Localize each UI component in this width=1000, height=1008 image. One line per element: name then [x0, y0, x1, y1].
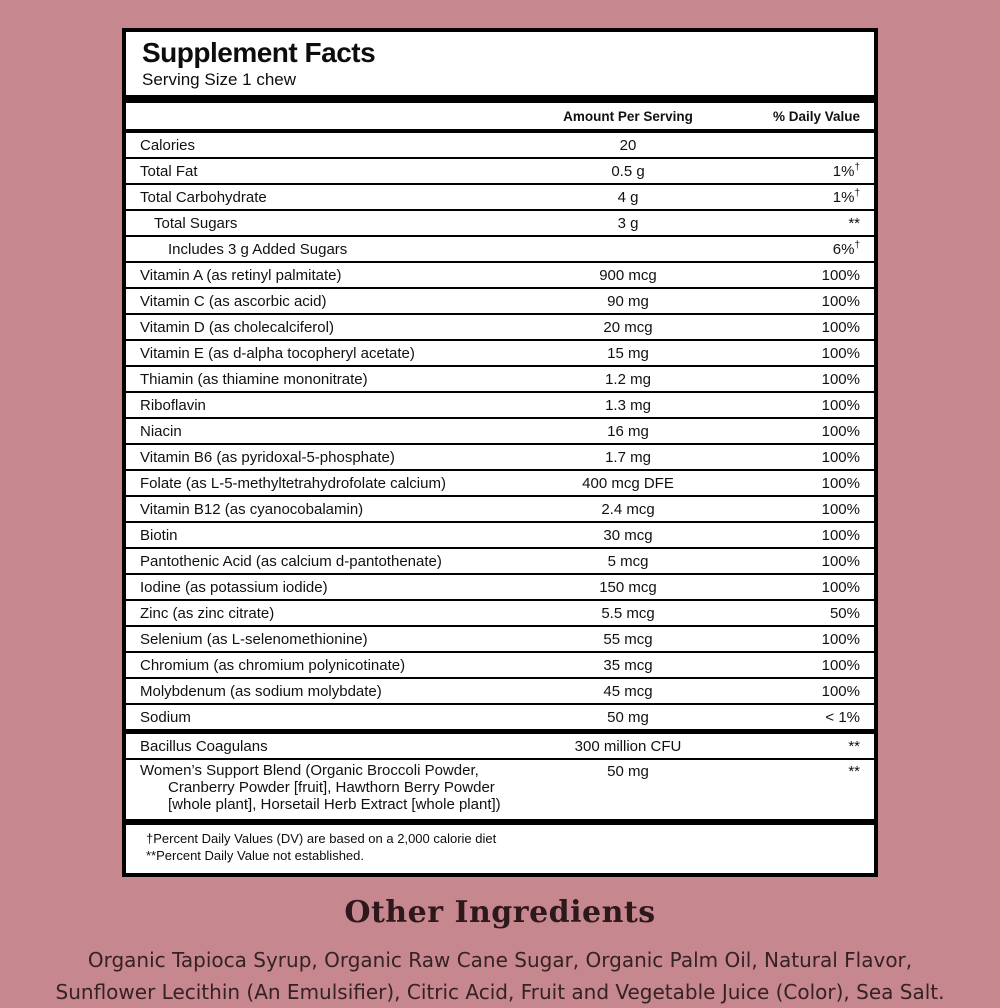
nutrient-name: Riboflavin	[140, 396, 206, 414]
nutrient-amount: 1.2 mg	[605, 370, 651, 388]
nutrient-amount: 5 mcg	[607, 552, 649, 570]
dv-value: **	[848, 737, 860, 755]
nutrient-name: Calories	[140, 136, 196, 154]
nutrient-daily-value	[728, 397, 874, 414]
nutrient-name: Bacillus Coagulans	[140, 737, 268, 755]
nutrient-name: Women’s Support Blend (Organic Broccoli Powder, Cranberry Powder [fruit], Hawthorn Berry Powder [whole plant], Horsetail Herb Extract [whole plant])	[140, 762, 501, 813]
nutrient-daily-value	[728, 319, 874, 336]
dv-value: 100%	[821, 578, 860, 596]
footnote-not-established: **Percent Daily Value not established.	[146, 847, 364, 863]
dv-value: 1%	[832, 162, 855, 180]
nutrient-amount: 90 mg	[607, 292, 649, 310]
other-ingredients-text: Organic Tapioca Syrup, Organic Raw Cane Sugar, Organic Palm Oil, Natural Flavor, Sunflower Lecithin (An Emulsifier), Citric Acid, Fruit and Vegetable Juice (Color), Sea Salt.	[55, 947, 945, 1004]
row-total-fat	[126, 157, 874, 183]
row-vitamin-c	[126, 287, 874, 313]
nutrient-name: Total Carbohydrate	[140, 188, 267, 206]
nutrient-name: Biotin	[140, 526, 178, 544]
nutrient-daily-value	[728, 345, 874, 362]
nutrient-amount: 4 g	[617, 188, 639, 206]
nutrient-daily-value	[728, 215, 874, 232]
row-vitamin-b12	[126, 495, 874, 521]
dv-value: 100%	[821, 266, 860, 284]
dv-value: 100%	[821, 448, 860, 466]
dv-value: 100%	[821, 474, 860, 492]
nutrient-daily-value	[728, 475, 874, 492]
dv-value: 100%	[821, 344, 860, 362]
row-niacin	[126, 417, 874, 443]
nutrient-name: Vitamin E (as d-alpha tocopheryl acetate)	[140, 344, 415, 362]
column-header-row	[126, 103, 874, 129]
row-iodine	[126, 573, 874, 599]
row-folate	[126, 469, 874, 495]
row-added-sugars	[126, 235, 874, 261]
dv-value: 50%	[829, 604, 860, 622]
dv-value: **	[848, 214, 860, 232]
other-ingredients-section	[35, 895, 965, 1008]
dv-mark: †	[854, 239, 860, 251]
nutrient-amount: 16 mg	[607, 422, 649, 440]
row-thiamin	[126, 365, 874, 391]
dv-value: 100%	[821, 500, 860, 518]
dv-value: 100%	[821, 552, 860, 570]
nutrient-amount: 1.3 mg	[605, 396, 651, 414]
nutrient-amount: 0.5 g	[611, 162, 645, 180]
nutrient-name: Vitamin B12 (as cyanocobalamin)	[140, 500, 364, 518]
nutrient-name: Molybdenum (as sodium molybdate)	[140, 682, 382, 700]
nutrient-amount: 150 mcg	[599, 578, 657, 596]
serving-size: Serving Size 1 chew	[142, 70, 297, 90]
row-womens-support-blend	[126, 758, 874, 818]
column-header-daily-value: % Daily Value	[772, 108, 860, 124]
dv-value: 100%	[821, 422, 860, 440]
row-molybdenum	[126, 677, 874, 703]
nutrient-amount: 400 mcg DFE	[582, 474, 674, 492]
nutrient-daily-value	[728, 293, 874, 310]
nutrient-daily-value	[728, 709, 874, 726]
nutrient-daily-value	[728, 579, 874, 596]
nutrient-daily-value	[728, 371, 874, 388]
nutrient-name: Vitamin D (as cholecalciferol)	[140, 318, 334, 336]
row-bacillus-coagulans	[126, 729, 874, 758]
panel-header	[126, 32, 874, 95]
row-vitamin-a	[126, 261, 874, 287]
dv-value: 100%	[821, 370, 860, 388]
footnotes	[126, 825, 874, 873]
nutrient-name: Total Sugars	[154, 214, 238, 232]
nutrient-name: Iodine (as potassium iodide)	[140, 578, 328, 596]
row-vitamin-e	[126, 339, 874, 365]
nutrient-amount: 3 g	[617, 214, 639, 232]
nutrient-name: Vitamin C (as ascorbic acid)	[140, 292, 327, 310]
nutrient-daily-value	[728, 631, 874, 648]
row-vitamin-d	[126, 313, 874, 339]
row-riboflavin	[126, 391, 874, 417]
dv-value: 100%	[821, 526, 860, 544]
row-pantothenic-acid	[126, 547, 874, 573]
nutrient-daily-value	[728, 553, 874, 570]
footnote-daily-values: †Percent Daily Values (DV) are based on a 2,000 calorie diet	[146, 830, 497, 846]
dv-value: 100%	[821, 292, 860, 310]
nutrient-name: Pantothenic Acid (as calcium d-pantothenate)	[140, 552, 442, 570]
nutrient-name: Vitamin B6 (as pyridoxal-5-phosphate)	[140, 448, 395, 466]
nutrient-amount: 300 million CFU	[574, 737, 682, 755]
nutrient-daily-value	[728, 241, 874, 258]
nutrient-daily-value	[728, 163, 874, 180]
nutrient-table	[126, 133, 874, 818]
nutrient-daily-value	[728, 449, 874, 466]
column-header-amount: Amount Per Serving	[563, 108, 693, 124]
nutrient-amount: 5.5 mcg	[601, 604, 655, 622]
dv-value: 1%	[832, 188, 855, 206]
row-chromium	[126, 651, 874, 677]
nutrient-name: Includes 3 g Added Sugars	[168, 240, 348, 258]
nutrient-amount: 30 mcg	[603, 526, 653, 544]
nutrient-daily-value	[728, 683, 874, 700]
row-calories	[126, 133, 874, 157]
row-selenium	[126, 625, 874, 651]
nutrient-amount: 50 mg	[607, 708, 649, 726]
nutrient-amount: 15 mg	[607, 344, 649, 362]
nutrient-name: Total Fat	[140, 162, 198, 180]
nutrient-amount: 35 mcg	[603, 656, 653, 674]
nutrient-daily-value	[728, 763, 874, 781]
nutrient-name: Zinc (as zinc citrate)	[140, 604, 275, 622]
nutrient-daily-value	[728, 423, 874, 440]
dv-value: 100%	[821, 656, 860, 674]
dv-value: < 1%	[825, 708, 860, 726]
nutrient-daily-value	[728, 738, 874, 755]
nutrient-name: Vitamin A (as retinyl palmitate)	[140, 266, 342, 284]
nutrient-daily-value	[728, 605, 874, 622]
supplement-facts-panel	[122, 28, 878, 877]
nutrient-amount: 2.4 mcg	[601, 500, 655, 518]
nutrient-name: Selenium (as L-selenomethionine)	[140, 630, 368, 648]
dv-value: 100%	[821, 630, 860, 648]
nutrient-name: Sodium	[140, 708, 191, 726]
nutrient-amount: 20	[619, 136, 637, 154]
other-ingredients-heading: Other Ingredients	[344, 894, 656, 930]
dv-value: 6%	[832, 240, 855, 258]
row-total-sugars	[126, 209, 874, 235]
row-zinc	[126, 599, 874, 625]
nutrient-name: Chromium (as chromium polynicotinate)	[140, 656, 406, 674]
nutrient-daily-value	[728, 189, 874, 206]
nutrient-name: Thiamin (as thiamine mononitrate)	[140, 370, 368, 388]
nutrient-name: Folate (as L-5-methyltetrahydrofolate calcium)	[140, 474, 446, 492]
dv-value: 100%	[821, 396, 860, 414]
nutrient-daily-value	[728, 501, 874, 518]
divider-thick	[126, 95, 874, 103]
dv-value: **	[848, 763, 860, 781]
supplement-facts-title: Supplement Facts	[142, 37, 376, 68]
row-total-carbohydrate	[126, 183, 874, 209]
nutrient-amount: 20 mcg	[603, 318, 653, 336]
dv-mark: †	[854, 187, 860, 199]
nutrient-amount: 50 mg	[607, 763, 649, 781]
nutrient-daily-value	[728, 657, 874, 674]
dv-mark: †	[854, 161, 860, 173]
nutrient-name: Niacin	[140, 422, 182, 440]
nutrient-amount: 1.7 mg	[605, 448, 651, 466]
nutrient-daily-value	[728, 267, 874, 284]
nutrient-amount: 45 mcg	[603, 682, 653, 700]
row-vitamin-b6	[126, 443, 874, 469]
nutrient-daily-value	[728, 527, 874, 544]
nutrient-amount: 55 mcg	[603, 630, 653, 648]
row-biotin	[126, 521, 874, 547]
dv-value: 100%	[821, 318, 860, 336]
nutrient-amount: 900 mcg	[599, 266, 657, 284]
dv-value: 100%	[821, 682, 860, 700]
row-sodium	[126, 703, 874, 729]
